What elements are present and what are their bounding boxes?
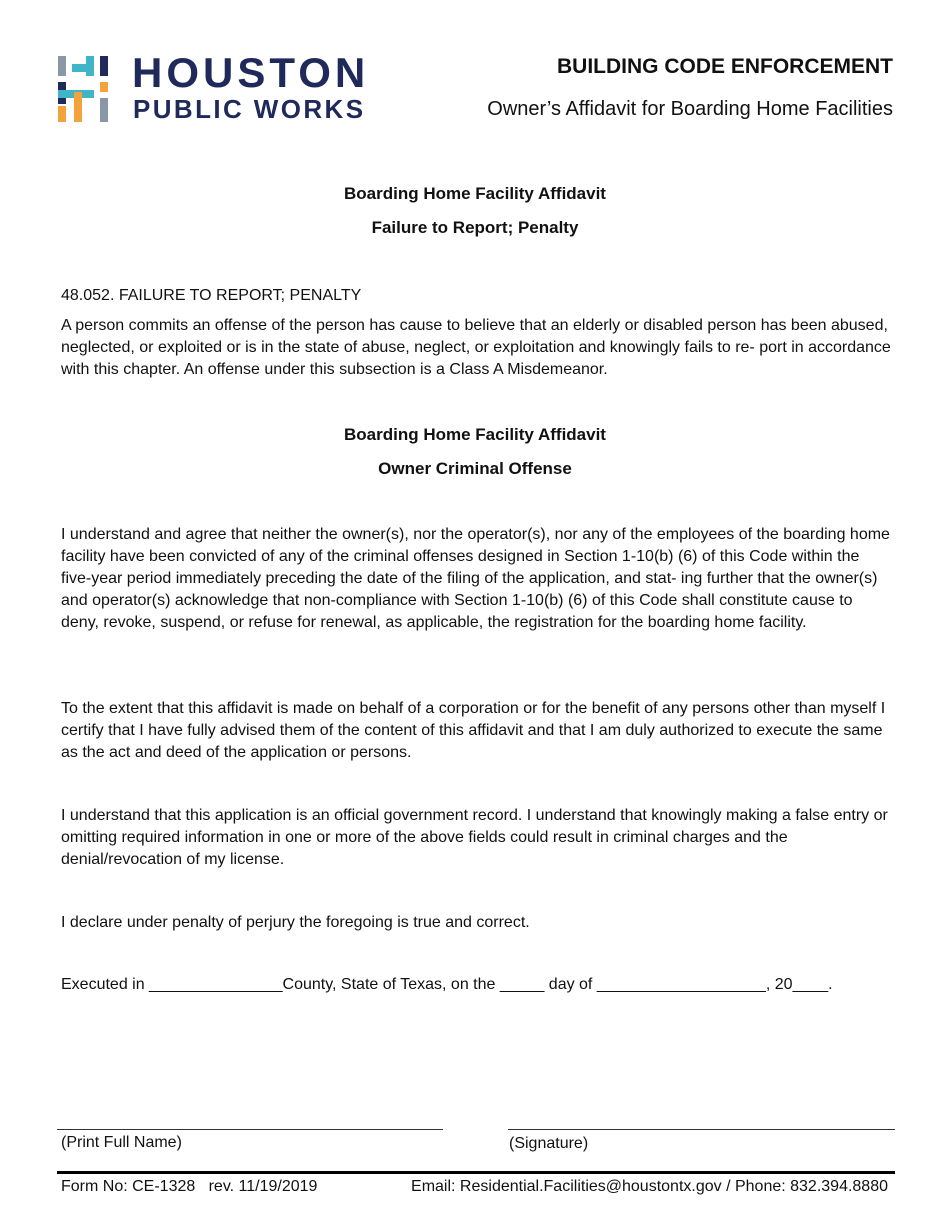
section2-heading: Boarding Home Facility Affidavit	[344, 425, 606, 444]
signature-line[interactable]	[508, 1129, 895, 1130]
perjury-declaration: I declare under penalty of perjury the foregoing is true and correct.	[61, 914, 530, 931]
section1-heading: Boarding Home Facility Affidavit	[344, 184, 606, 203]
contact-info: Email: Residential.Facilities@houstontx.gov / Phone: 832.394.8880	[411, 1178, 888, 1195]
logo-word-houston: HOUSTON	[132, 49, 370, 96]
department-title: BUILDING CODE ENFORCEMENT	[557, 55, 893, 78]
criminal-offense-paragraph: I understand and agree that neither the owner(s), nor the operator(s), nor any of the employees of the boarding home facility have been convicted of any of the criminal offenses designed in Section 1-10(b) (6) of this Code within the five-year period immediately preceding the date of the filing of the application, and stat- ing further that the owner(s) and operator(s) acknowledge that non-compliance with Section 1-10(b) (6) of this Code shall constitute cause to deny, revoke, suspend, or refuse for renewal, as applicable, the registration for the boarding home facility.	[61, 526, 890, 631]
official-record-paragraph: I understand that this application is an official government record. I understand that knowingly making a false entry or omitting required information in one or more of the above fields could result in criminal charges and the denial/revocation of my license.	[61, 807, 888, 868]
statute-title: 48.052. FAILURE TO REPORT; PENALTY	[61, 287, 362, 304]
section2-subheading: Owner Criminal Offense	[378, 459, 572, 478]
print-name-line[interactable]	[57, 1129, 443, 1130]
form-title: Owner’s Affidavit for Boarding Home Facilities	[487, 98, 893, 120]
statute-body: A person commits an offense of the person has cause to believe that an elderly or disabled person has been abused, neglected, or exploited or is in the state of abuse, neglect, or exploitation and knowingly fails to re- port in accordance with this chapter. An offense under this subsection is a Class A Misdemeanor.	[61, 317, 891, 378]
logo-word-public-works: PUBLIC WORKS	[133, 94, 366, 124]
logo-mark-icon	[56, 54, 122, 124]
print-name-label: (Print Full Name)	[61, 1134, 182, 1151]
section1-subheading: Failure to Report; Penalty	[371, 218, 579, 237]
authorization-paragraph: To the extent that this affidavit is made on behalf of a corporation or for the benefit of any persons other than myself I certify that I have fully advised them of the content of this affidavit and that I am duly authorized to execute the same as the act and deed of the application or persons.	[61, 700, 886, 761]
form-number: Form No: CE-1328 rev. 11/19/2019	[61, 1178, 318, 1195]
signature-label: (Signature)	[509, 1135, 589, 1152]
houston-public-works-logo	[56, 49, 386, 126]
footer-divider	[57, 1171, 895, 1174]
executed-in-line: Executed in _______________County, State of Texas, on the _____ day of ___________________, 20____.	[61, 976, 833, 993]
